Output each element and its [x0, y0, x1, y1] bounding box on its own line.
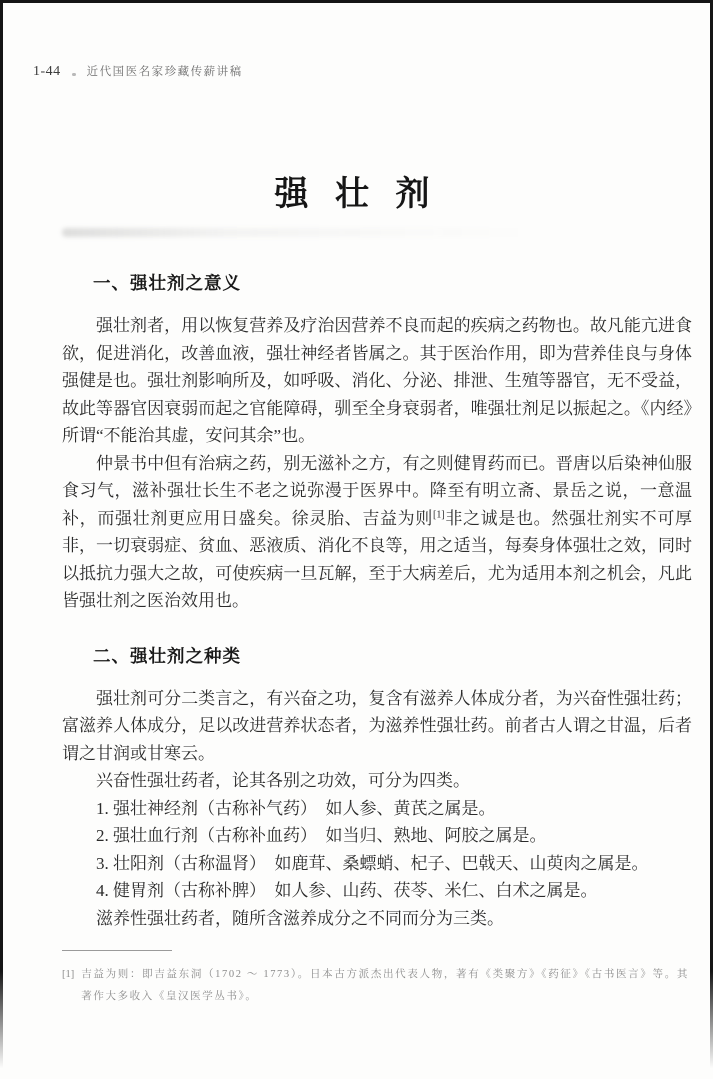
- footnote-text: 吉益为则：即吉益东洞（1702 ～ 1773）。日本古方派杰出代表人物，著有《类聚方》《药征》《古书医言》等。其著作大多收入《皇汉医学丛书》。: [81, 969, 689, 1002]
- footnote-marker: [1]: [62, 969, 75, 980]
- chapter-title: 强 壮 剂: [274, 176, 439, 213]
- list-item-1: 1. 强壮神经剂（古称补气药） 如人参、黄芪之属是。: [96, 798, 496, 818]
- list-item-3: 3. 壮阳剂（古称温肾） 如鹿茸、桑螵蛸、杞子、巴戟天、山萸肉之属是。: [96, 853, 649, 873]
- section-heading-types: 二、强壮剂之种类: [93, 645, 241, 666]
- paragraph-meaning-1: 强壮剂者，用以恢复营养及疗治因营养不良而起的疾病之药物也。故凡能亢进食欲，促进消化，改善血液，强壮神经者皆属之。其于医治作用，即为营养佳良与身体强健是也。强壮剂影响所及，如呼吸、消化、分泌、排泄、生殖等器官，无不受益，故此等器官因衰弱而起之官能障碍，驯至全身衰弱者，唯强壮剂足以振起之。《内经》所谓“不能治其虚，安问其余”也。: [62, 316, 692, 445]
- paragraph-types-1: 强壮剂可分二类言之，有兴奋之功，复含有滋养人体成分者，为兴奋性强壮药；富滋养人体成分，足以改进营养状态者，为滋养性强壮药。前者古人谓之甘温，后者谓之甘润或甘寒云。: [62, 688, 692, 763]
- header-separator-dot: [72, 73, 76, 76]
- page-number: 1-44: [33, 64, 61, 79]
- running-header: [33, 63, 243, 80]
- paragraph-meaning-2-text-before: 仲景书中但有治病之药，别无滋补之方，有之则健胃药而已。晋唐以后染神仙服食习气，滋补强壮长生不老之说弥漫于医界中。降至有明立斋、景岳之说，一意温补，而强壮剂更应用日盛矣。徐灵胎、吉益为则: [62, 453, 692, 528]
- footnote-reference-marker: [1]: [433, 508, 445, 520]
- scan-edge-top: [0, 0, 713, 3]
- paragraph-meaning-2-text-after: 非之诚是也。然强壮剂实不可厚非，一切衰弱症、贫血、恶液质、消化不良等，用之适当，每奏身体强壮之效，同时以抵抗力强大之故，可使疾病一旦瓦解，至于大病差后，尤为适用本剂之机会，凡此皆强壮剂之医治效用也。: [62, 508, 693, 610]
- paragraph-types-2: 兴奋性强壮药者，论其各别之功效，可分为四类。: [96, 771, 470, 790]
- list-item-2: 2. 强壮血行剂（古称补血药） 如当归、熟地、阿胶之属是。: [96, 826, 547, 845]
- page-body: [62, 262, 692, 932]
- section-heading-meaning: 一、强壮剂之意义: [93, 273, 241, 293]
- footnote-separator-rule: [62, 950, 172, 951]
- footnote: [62, 964, 689, 1007]
- scan-edge-left: [0, 0, 3, 1079]
- paragraph-types-3: 滋养性强壮药者，随所含滋养成分之不同而分为三类。: [96, 908, 504, 928]
- list-item-4: 4. 健胃剂（古称补脾） 如人参、山药、茯苓、米仁、白术之属是。: [96, 881, 598, 900]
- book-title: 近代国医名家珍藏传薪讲稿: [86, 66, 243, 78]
- ink-bleed-smudge: [62, 228, 532, 237]
- paragraph-meaning-2: [62, 450, 692, 615]
- footnote-area: [62, 950, 689, 1007]
